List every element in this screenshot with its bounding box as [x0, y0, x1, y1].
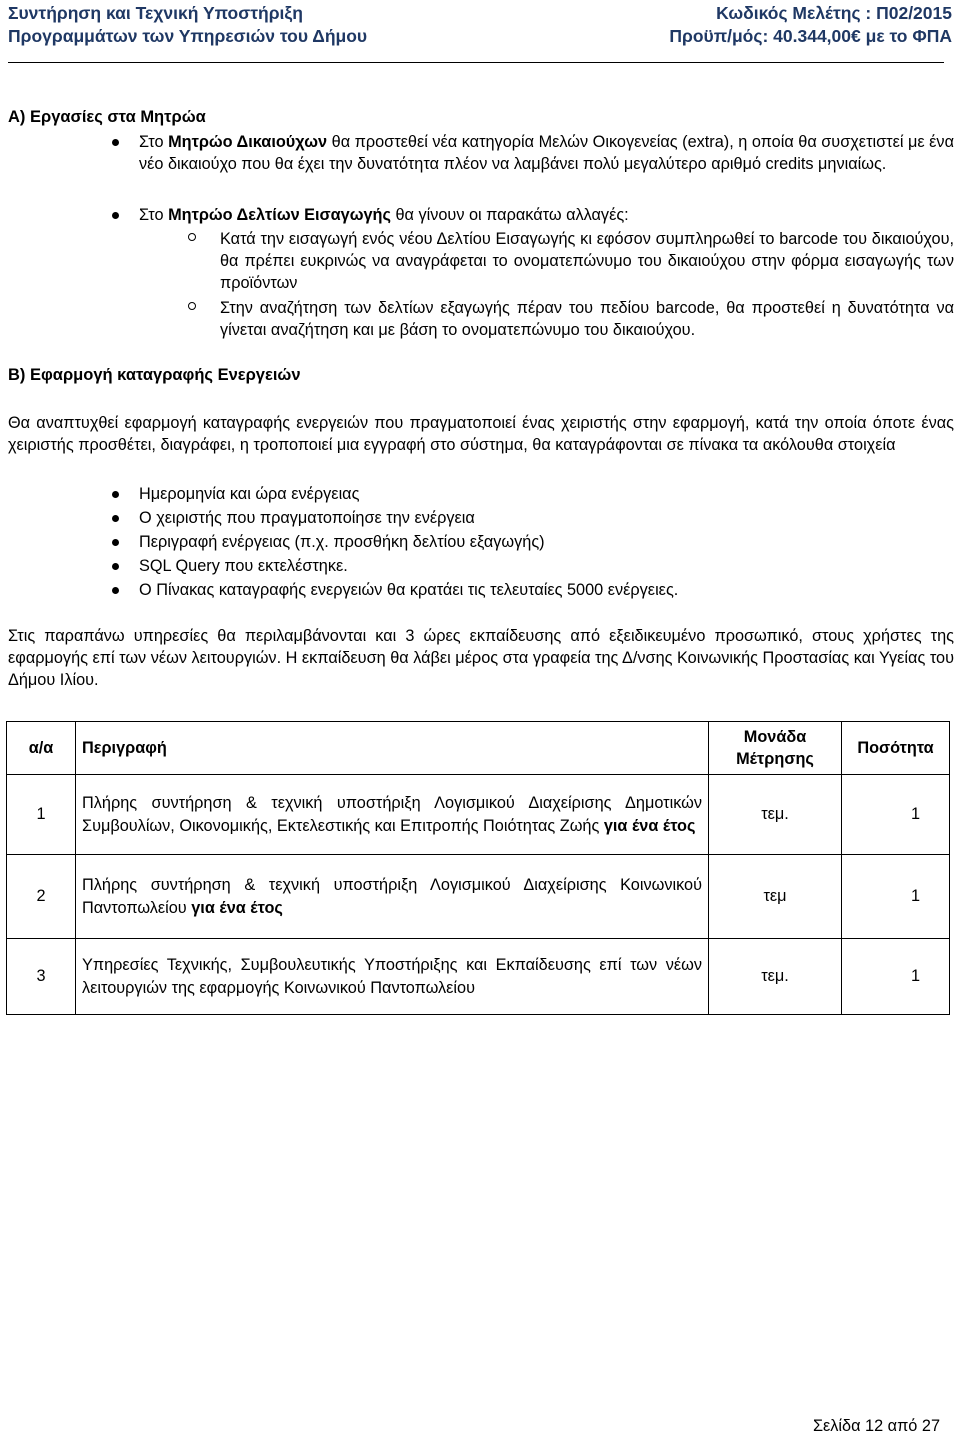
- row-quantity: [842, 939, 950, 1015]
- section-a-subitem-1: [188, 228, 954, 295]
- section-b-item: [112, 531, 954, 553]
- section-b-item-text: Ο Πίνακας καταγραφής ενεργειών θα κρατάει τις τελευταίες 5000 ενέργειες.: [139, 581, 679, 599]
- row-quantity: [842, 855, 950, 939]
- col-header-description: Περιγραφή: [76, 722, 709, 775]
- row-description: [76, 775, 709, 855]
- bullet-dot: [112, 587, 119, 594]
- row-quantity: [842, 775, 950, 855]
- row-quantity-value: 1: [910, 805, 921, 824]
- items-table: [6, 721, 950, 1015]
- section-b-item-text: Περιγραφή ενέργειας (π.χ. προσθήκη δελτίου εξαγωγής): [139, 533, 545, 551]
- bullet-dot: [112, 212, 119, 219]
- row-unit: τεμ.: [709, 939, 842, 1015]
- row-description-bold: για ένα έτος: [191, 898, 283, 917]
- section-b-item: [112, 579, 954, 601]
- sub-bullet-circle: [188, 233, 196, 241]
- header-title-line2: Προγραμμάτων των Υπηρεσιών του Δήμου: [8, 26, 368, 46]
- section-a-bullet-2: [112, 204, 954, 226]
- bullet-1-post: θα προστεθεί νέα κατηγορία Μελών Οικογενείας (extra), η οποία θα συσχετιστεί με ένα νέο δικαιούχο που θα έχει την δυνατότητα πλέον να λαμβάνει πολύ μεγαλύτερο αριθμό credits μηνιαίως.: [139, 133, 954, 174]
- col-header-unit-line1: Μονάδα: [743, 727, 807, 746]
- col-header-unit-line2: Μέτρησης: [736, 750, 814, 768]
- col-header-unit: [709, 722, 842, 775]
- row-unit: τεμ.: [709, 775, 842, 855]
- row-quantity-value: 1: [910, 967, 921, 986]
- row-description-text: Πλήρης συντήρηση & τεχνική υποστήριξη Λογισμικού Διαχείρισης Δημοτικών Συμβουλίων, Οικονομικής, Εκτελεστικής και Επιτροπής Ποιότητας Ζωής: [82, 794, 702, 835]
- bullet-dot: [112, 139, 119, 146]
- section-b-item-text: Ο χειριστής που πραγματοποίησε την ενέργεια: [139, 509, 475, 527]
- header-title-line1: Συντήρηση και Τεχνική Υποστήριξη: [8, 3, 303, 23]
- subitem-1-text: Κατά την εισαγωγή ενός νέου Δελτίου Εισαγωγής κι εφόσον συμπληρωθεί το barcode του δικαιούχου, θα πρέπει ευκρινώς να αναγράφεται το ονοματεπώνυμο του δικαιούχου στην φόρμα εισαγωγής των προϊόντων: [220, 230, 954, 293]
- col-header-quantity: Ποσότητα: [842, 722, 950, 775]
- header-study-code: Κωδικός Μελέτης : Π02/2015: [716, 3, 952, 23]
- subitem-2-text: Στην αναζήτηση των δελτίων εξαγωγής πέραν του πεδίου barcode, θα προστεθεί η δυνατότητα να γίνεται αναζήτηση και με βάση το ονοματεπώνυμο του δικαιούχου.: [220, 299, 954, 340]
- section-b-item: [112, 507, 954, 529]
- row-num: 2: [7, 855, 76, 939]
- bullet-dot: [112, 539, 119, 546]
- bullet-1-pre: Στο: [139, 133, 169, 151]
- row-description: [76, 939, 709, 1015]
- header-budget: Προϋπ/μός: 40.344,00€ με το ΦΠΑ: [669, 26, 952, 46]
- row-description-text: Πλήρης συντήρηση & τεχνική υποστήριξη Λογισμικού Διαχείρισης Κοινωνικού Παντοπωλείου: [82, 876, 702, 917]
- page-header: [8, 2, 952, 48]
- section-a-title: Α) Εργασίες στα Μητρώα: [8, 108, 206, 126]
- row-description-bold: για ένα έτος: [603, 816, 696, 835]
- training-paragraph: Στις παραπάνω υπηρεσίες θα περιλαμβάνονται και 3 ώρες εκπαίδευσης από εξειδικευμένο προσωπικό, στους χρήστες της εφαρμογής επί των νέων λειτουργιών. Η εκπαίδευση θα λάβει μέρος στα γραφεία της Δ/νσης Κοινωνικής Προστασίας και Υγείας του Δήμου Ιλίου.: [8, 627, 954, 690]
- bullet-1-bold: Μητρώο Δικαιούχων: [168, 133, 328, 151]
- row-num: 3: [7, 939, 76, 1015]
- bullet-2-bold: Μητρώο Δελτίων Εισαγωγής: [168, 206, 391, 224]
- page-number: Σελίδα 12 από 27: [812, 1417, 940, 1435]
- bullet-dot: [112, 515, 119, 522]
- section-a-bullet-1: [112, 131, 954, 198]
- bullet-2-pre: Στο: [139, 206, 169, 224]
- row-description-text: Υπηρεσίες Τεχνικής, Συμβουλευτικής Υποστήριξης και Εκπαίδευσης επί των νέων λειτουργιών της εφαρμογής Κοινωνικού Παντοπωλείου: [82, 956, 702, 997]
- bullet-dot: [112, 563, 119, 570]
- section-b-title: Β) Εφαρμογή καταγραφής Ενεργειών: [8, 366, 301, 384]
- section-b-item-text: SQL Query που εκτελέστηκε.: [139, 557, 348, 575]
- table-row: [7, 855, 950, 939]
- bullet-2-post: θα γίνουν οι παρακάτω αλλαγές:: [390, 206, 629, 224]
- section-b-item-text: Ημερομηνία και ώρα ενέργειας: [139, 485, 360, 503]
- section-b-intro: Θα αναπτυχθεί εφαρμογή καταγραφής ενεργειών που πραγματοποιεί ένας χειριστής στην εφαρμογή, κατά την οποία όποτε ένας χειριστής προσθέτει, διαγράφει, η τροποποιεί μια εγγραφή στο σύστημα, θα καταγράφονται σε πίνακα τα ακόλουθα στοιχεία: [8, 414, 954, 455]
- section-a-subitem-2: [188, 297, 954, 342]
- row-unit: τεμ: [709, 855, 842, 939]
- table-row: [7, 939, 950, 1015]
- bullet-dot: [112, 491, 119, 498]
- row-num: 1: [7, 775, 76, 855]
- header-divider: [8, 62, 944, 63]
- table-row: [7, 775, 950, 855]
- row-quantity-value: 1: [910, 887, 921, 906]
- row-description: [76, 855, 709, 939]
- sub-bullet-circle: [188, 302, 196, 310]
- section-b-item: [112, 483, 954, 505]
- section-b-item: [112, 555, 954, 577]
- col-header-num: α/α: [7, 722, 76, 775]
- table-header-row: [7, 722, 950, 775]
